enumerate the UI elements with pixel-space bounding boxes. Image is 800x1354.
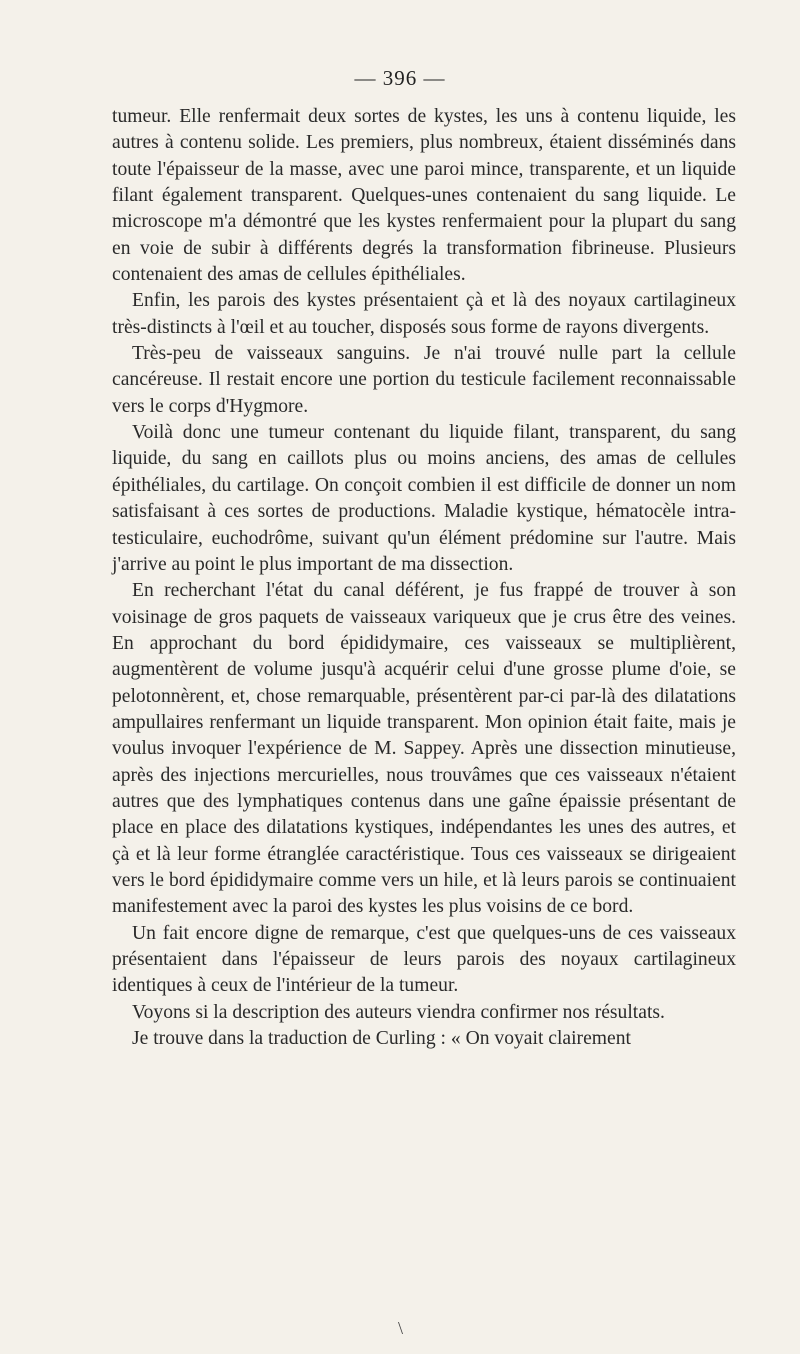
paragraph-8: Je trouve dans la traduction de Curling : « On voyait clairement: [132, 1028, 631, 1050]
paragraph-1: tumeur. Elle renfermait deux sortes de kystes, les uns à contenu liquide, les autres à contenu solide. Les premiers, plus nombreux, étaient disséminés dans toute l'épaisseur de la masse, avec une paroi mince, transparente, et un liquide filant également transparent. Quelques-unes contenaient du sang liquide. Le microscope m'a démontré que les kystes renfermaient pour la plupart du sang en voie de subir à différents degrés la transformation fibrineuse. Plusieurs contenaient des amas de cellules épithéliales.: [112, 106, 736, 286]
body-text: [112, 104, 736, 1052]
paragraph-5: En recherchant l'état du canal déférent, je fus frappé de trouver à son voisinage de gros paquets de vaisseaux variqueux que je crus être des veines. En approchant du bord épididymaire, ces vaisseaux se multiplièrent, augmentèrent de volume jusqu'à acquérir celui d'une grosse plume d'oie, se pelotonnèrent, et, chose remarquable, présentèrent par-ci par-là des dilatations ampullaires renfermant un liquide transparent. Mon opinion était faite, mais je voulus invoquer l'expérience de M. Sappey. Après une dissection minutieuse, après des injections mercurielles, nous trouvâmes que ces vaisseaux n'étaient autres que des lymphatiques contenus dans une gaîne épaissie présentant de place en place des dilatations kystiques, indépendantes les unes des autres, et çà et là leur forme étranglée caractéristique. Tous ces vaisseaux se dirigeaient vers le bord épididymaire comme vers un hile, et là leurs parois se continuaient manifestement avec la paroi des kystes les plus voisins de ce bord.: [112, 580, 736, 918]
paragraph-6: Un fait encore digne de remarque, c'est que quelques-uns de ces vaisseaux présentaient dans l'épaisseur de leurs parois des noyaux cartilagineux identiques à ceux de l'intérieur de la tumeur.: [112, 922, 736, 997]
paragraph-7: Voyons si la description des auteurs viendra confirmer nos résultats.: [132, 1001, 665, 1023]
paragraph-2: Enfin, les parois des kystes présentaient çà et là des noyaux cartilagineux très-distincts à l'œil et au toucher, disposés sous forme de rayons divergents.: [112, 290, 736, 338]
paragraph-4: Voilà donc une tumeur contenant du liquide filant, transparent, du sang liquide, du sang en caillots plus ou moins anciens, des amas de cellules épithéliales, du cartilage. On conçoit combien il est difficile de donner un nom satisfaisant à ces sortes de productions. Maladie kystique, hématocèle intra-testiculaire, euchodrôme, suivant qu'un élément prédomine sur l'autre. Mais j'arrive au point le plus important de ma dissection.: [112, 422, 736, 575]
paragraph-3: Très-peu de vaisseaux sanguins. Je n'ai trouvé nulle part la cellule cancéreuse. Il restait encore une portion du testicule facilement reconnaissable vers le corps d'Hygmore.: [112, 343, 736, 417]
page-number: — 396 —: [354, 66, 446, 90]
footer-mark: \: [398, 1318, 404, 1338]
